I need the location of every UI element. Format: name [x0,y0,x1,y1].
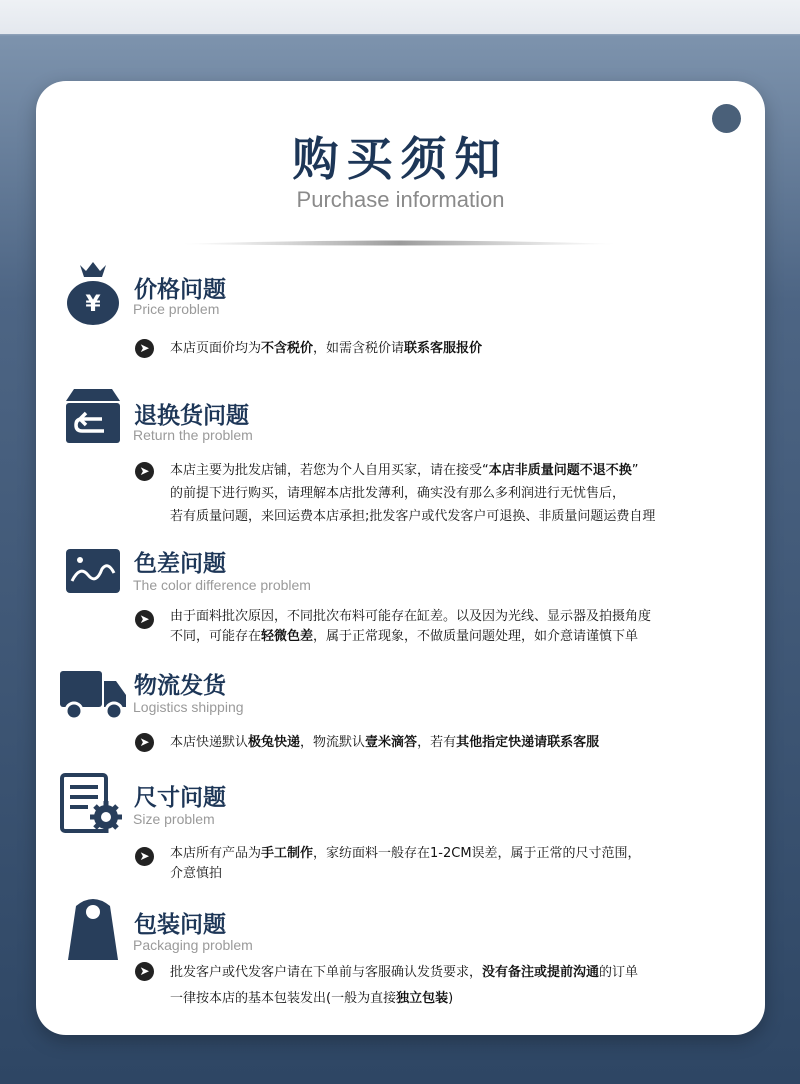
emphasis-text: 独立包装 [396,991,449,1006]
top-band [0,0,800,34]
emphasis-text: 壹米滴答 [365,735,418,750]
text-line [170,607,742,627]
text-segment: 的订单 [599,965,639,980]
section-title: 尺寸问题 [134,785,226,811]
truck-icon [58,665,128,733]
section-subtitle: The color difference problem [133,577,311,593]
chevron-right-icon: ➤ [135,339,154,358]
section-subtitle: Price problem [133,301,220,317]
section-subtitle: Size problem [133,811,215,827]
purchase-info-card [36,81,765,1035]
text-segment: 不同，可能存在 [170,629,262,644]
section-title: 色差问题 [134,551,226,577]
text-segment: ” [631,463,639,478]
emphasis-text: 联系客服报价 [404,341,483,356]
emphasis-text: 不含税价 [261,341,314,356]
svg-text:¥: ¥ [85,292,101,317]
section-title: 退换货问题 [134,403,249,429]
text-segment: 批发客户或代发客户请在下单前与客服确认发货要求， [170,965,483,980]
chevron-right-icon: ➤ [135,962,154,981]
section-title: 价格问题 [134,277,226,303]
emphasis-text: 轻微色差 [261,629,314,644]
section-title: 包装问题 [134,912,226,938]
emphasis-text: 没有备注或提前沟通 [482,965,600,980]
text-line [170,459,742,482]
text-line [170,844,742,864]
text-segment: 的前提下进行购买，请理解本店批发薄利，确实没有那么多利润进行无忧售后， [170,486,626,501]
text-segment: ，如需含税价请 [313,341,405,356]
section-subtitle: Return the problem [133,427,253,443]
text-line [170,731,742,754]
chevron-right-icon: ➤ [135,733,154,752]
section-subtitle: Logistics shipping [133,699,244,715]
text-segment: ，家纺面料一般存在1-2CM误差，属于正常的尺寸范围， [313,846,641,861]
section-text [170,337,742,360]
text-segment: 本店页面价均为 [170,341,262,356]
text-line [170,627,742,647]
text-segment: ，属于正常现象，不做质量问题处理，如介意请谨慎下单 [313,629,639,644]
text-line [170,482,742,505]
text-segment: ，若有 [417,735,457,750]
text-segment: ，物流默认 [300,735,366,750]
text-segment: 由于面料批次原因，不同批次布料可能存在缸差。以及因为光线、显示器及拍摄角度 [170,609,652,624]
section-text [170,459,742,528]
section-text [170,960,742,1012]
emphasis-text: 极兔快递 [248,735,301,750]
text-line [170,960,742,986]
section-title: 物流发货 [134,673,226,699]
text-segment: 本店所有产品为 [170,846,262,861]
money-bag-icon [58,259,128,327]
emphasis-text: 其他指定快递请联系客服 [456,735,600,750]
section-text [170,844,742,884]
text-segment: 一律按本店的基本包装发出(一般为直接 [170,991,397,1006]
package-bag-icon [58,896,128,964]
document-gear-icon [58,771,128,839]
return-box-icon [58,387,128,455]
section-text [170,607,742,647]
text-line [170,986,742,1012]
text-line [170,505,742,528]
chevron-right-icon: ➤ [135,610,154,629]
title-divider [179,239,619,247]
chevron-right-icon: ➤ [135,847,154,866]
page-title: 购买须知 [292,132,509,186]
section-text [170,731,742,754]
text-segment: ) [448,991,454,1006]
image-icon [58,543,128,611]
section-subtitle: Packaging problem [133,937,253,953]
text-line [170,864,742,884]
text-segment: 若有质量问题，来回运费本店承担;批发客户或代发客户可退换、非质量问题运费自理 [170,509,656,524]
text-segment: 介意慎拍 [170,866,223,881]
text-line [170,337,742,360]
emphasis-text: 本店非质量问题不退不换 [488,463,632,478]
text-segment: 本店快递默认 [170,735,249,750]
emphasis-text: 手工制作 [261,846,314,861]
chevron-right-icon: ➤ [135,462,154,481]
text-segment: 本店主要为批发店铺，若您为个人自用买家，请在接受“ [170,463,489,478]
page-subtitle: Purchase information [296,187,505,212]
